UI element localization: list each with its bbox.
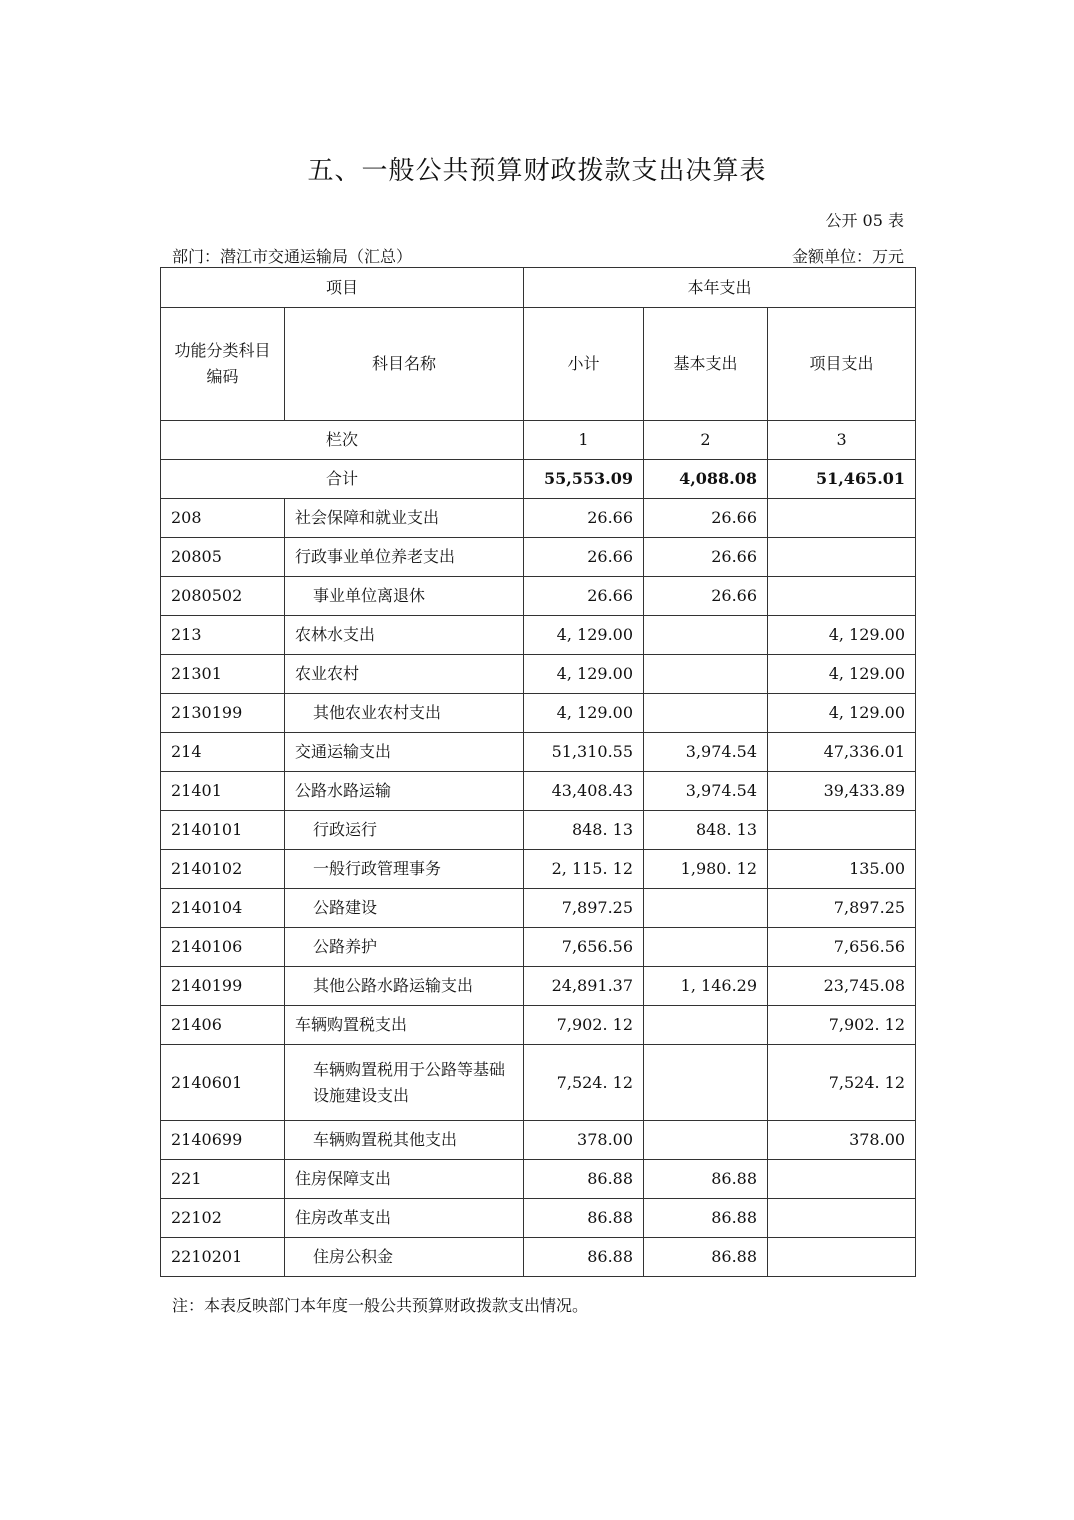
row-project: 23,745.08 <box>768 967 916 1006</box>
row-name: 其他农业农村支出 <box>285 694 524 733</box>
table-row <box>161 889 916 928</box>
row-name: 一般行政管理事务 <box>285 850 524 889</box>
row-code: 208 <box>161 499 285 538</box>
row-code: 22102 <box>161 1199 285 1238</box>
row-subtotal: 26.66 <box>524 577 644 616</box>
row-subtotal: 86.88 <box>524 1199 644 1238</box>
row-name: 住房保障支出 <box>285 1160 524 1199</box>
row-basic: 26.66 <box>644 577 768 616</box>
row-name: 其他公路水路运输支出 <box>285 967 524 1006</box>
row-code: 2210201 <box>161 1238 285 1277</box>
table-row <box>161 928 916 967</box>
row-basic: 86.88 <box>644 1199 768 1238</box>
header-row-2 <box>161 308 916 421</box>
row-basic <box>644 889 768 928</box>
column-number-1: 1 <box>524 421 644 460</box>
header-row-1 <box>161 268 916 308</box>
header-basic: 基本支出 <box>644 308 768 421</box>
row-code: 20805 <box>161 538 285 577</box>
table-row <box>161 1199 916 1238</box>
row-subtotal: 378.00 <box>524 1121 644 1160</box>
row-name: 住房公积金 <box>285 1238 524 1277</box>
header-project: 项目支出 <box>768 308 916 421</box>
table-row <box>161 694 916 733</box>
row-subtotal: 4, 129.00 <box>524 694 644 733</box>
row-name: 农林水支出 <box>285 616 524 655</box>
column-number-3: 3 <box>768 421 916 460</box>
row-basic: 86.88 <box>644 1160 768 1199</box>
row-project: 7,902. 12 <box>768 1006 916 1045</box>
row-project <box>768 499 916 538</box>
column-number-row <box>161 421 916 460</box>
row-basic: 1,980. 12 <box>644 850 768 889</box>
row-code: 2140601 <box>161 1045 285 1121</box>
page-title: 五、一般公共预算财政拨款支出决算表 <box>307 156 767 186</box>
row-subtotal: 43,408.43 <box>524 772 644 811</box>
row-code: 21301 <box>161 655 285 694</box>
column-number-2: 2 <box>644 421 768 460</box>
table-row <box>161 1045 916 1121</box>
row-project: 7,656.56 <box>768 928 916 967</box>
column-label: 栏次 <box>161 421 524 460</box>
row-project: 4, 129.00 <box>768 655 916 694</box>
row-subtotal: 86.88 <box>524 1160 644 1199</box>
table-note: 注：本表反映部门本年度一般公共预算财政拨款支出情况。 <box>172 1296 589 1315</box>
table-row <box>161 733 916 772</box>
table-row <box>161 1121 916 1160</box>
row-subtotal: 7,656.56 <box>524 928 644 967</box>
row-basic <box>644 928 768 967</box>
row-name: 车辆购置税其他支出 <box>285 1121 524 1160</box>
row-code: 221 <box>161 1160 285 1199</box>
form-number: 公开 05 表 <box>825 211 904 230</box>
row-basic: 3,974.54 <box>644 733 768 772</box>
table-row <box>161 1006 916 1045</box>
header-current-year: 本年支出 <box>524 268 916 308</box>
row-name: 行政运行 <box>285 811 524 850</box>
row-name: 农业农村 <box>285 655 524 694</box>
table-row <box>161 1160 916 1199</box>
row-name: 社会保障和就业支出 <box>285 499 524 538</box>
row-basic: 86.88 <box>644 1238 768 1277</box>
row-subtotal: 7,897.25 <box>524 889 644 928</box>
row-basic: 26.66 <box>644 499 768 538</box>
row-subtotal: 86.88 <box>524 1238 644 1277</box>
expenditure-table <box>160 267 916 1277</box>
row-subtotal: 7,524. 12 <box>524 1045 644 1121</box>
total-label: 合计 <box>161 460 524 499</box>
header-item: 项目 <box>161 268 524 308</box>
row-name: 住房改革支出 <box>285 1199 524 1238</box>
row-project: 135.00 <box>768 850 916 889</box>
row-subtotal: 26.66 <box>524 538 644 577</box>
row-code: 21406 <box>161 1006 285 1045</box>
row-project: 7,897.25 <box>768 889 916 928</box>
row-name: 公路水路运输 <box>285 772 524 811</box>
row-code: 2140102 <box>161 850 285 889</box>
row-basic: 26.66 <box>644 538 768 577</box>
row-subtotal: 51,310.55 <box>524 733 644 772</box>
row-project: 39,433.89 <box>768 772 916 811</box>
row-basic <box>644 616 768 655</box>
row-code: 2080502 <box>161 577 285 616</box>
table-row <box>161 850 916 889</box>
row-subtotal: 848. 13 <box>524 811 644 850</box>
row-code: 2140199 <box>161 967 285 1006</box>
table-row <box>161 538 916 577</box>
header-code: 功能分类科目编码 <box>161 308 285 421</box>
row-project: 378.00 <box>768 1121 916 1160</box>
row-project: 4, 129.00 <box>768 694 916 733</box>
total-basic: 4,088.08 <box>644 460 768 499</box>
table-row <box>161 967 916 1006</box>
row-basic <box>644 1006 768 1045</box>
row-name: 车辆购置税用于公路等基础设施建设支出 <box>285 1045 524 1121</box>
row-code: 2140106 <box>161 928 285 967</box>
row-code: 214 <box>161 733 285 772</box>
row-name: 公路建设 <box>285 889 524 928</box>
row-basic: 1, 146.29 <box>644 967 768 1006</box>
row-project <box>768 1238 916 1277</box>
table-row <box>161 811 916 850</box>
row-subtotal: 2, 115. 12 <box>524 850 644 889</box>
table-row <box>161 577 916 616</box>
total-subtotal: 55,553.09 <box>524 460 644 499</box>
row-subtotal: 7,902. 12 <box>524 1006 644 1045</box>
row-project <box>768 538 916 577</box>
row-code: 2140699 <box>161 1121 285 1160</box>
row-code: 21401 <box>161 772 285 811</box>
row-project: 7,524. 12 <box>768 1045 916 1121</box>
row-code: 213 <box>161 616 285 655</box>
row-name: 交通运输支出 <box>285 733 524 772</box>
row-project <box>768 577 916 616</box>
row-name: 行政事业单位养老支出 <box>285 538 524 577</box>
row-subtotal: 4, 129.00 <box>524 655 644 694</box>
total-row <box>161 460 916 499</box>
row-code: 2130199 <box>161 694 285 733</box>
row-name: 事业单位离退休 <box>285 577 524 616</box>
department-label: 部门：潜江市交通运输局（汇总） <box>172 247 413 266</box>
table-row <box>161 772 916 811</box>
row-subtotal: 4, 129.00 <box>524 616 644 655</box>
row-basic <box>644 694 768 733</box>
row-basic: 3,974.54 <box>644 772 768 811</box>
row-name: 公路养护 <box>285 928 524 967</box>
table-row <box>161 655 916 694</box>
row-project <box>768 1199 916 1238</box>
unit-label: 金额单位：万元 <box>791 247 904 266</box>
header-subtotal: 小计 <box>524 308 644 421</box>
row-basic <box>644 655 768 694</box>
row-basic <box>644 1121 768 1160</box>
row-project: 4, 129.00 <box>768 616 916 655</box>
row-project <box>768 811 916 850</box>
row-subtotal: 24,891.37 <box>524 967 644 1006</box>
total-project: 51,465.01 <box>768 460 916 499</box>
row-code: 2140101 <box>161 811 285 850</box>
row-subtotal: 26.66 <box>524 499 644 538</box>
row-project <box>768 1160 916 1199</box>
table-row <box>161 499 916 538</box>
row-code: 2140104 <box>161 889 285 928</box>
row-name: 车辆购置税支出 <box>285 1006 524 1045</box>
row-project: 47,336.01 <box>768 733 916 772</box>
row-basic <box>644 1045 768 1121</box>
row-basic: 848. 13 <box>644 811 768 850</box>
table-row <box>161 616 916 655</box>
table-row <box>161 1238 916 1277</box>
header-name: 科目名称 <box>285 308 524 421</box>
